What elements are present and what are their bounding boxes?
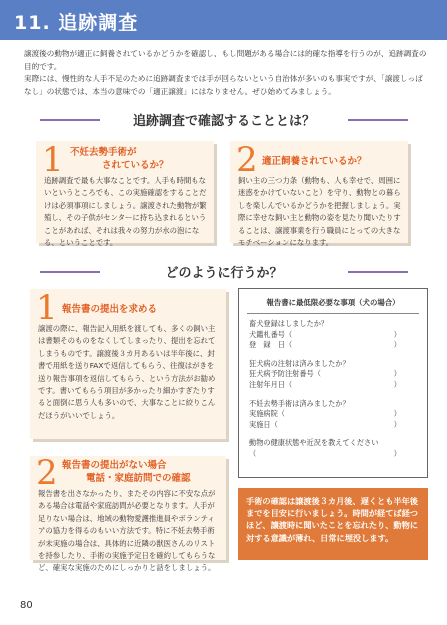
box-title: 適正飼養されているか？ — [262, 156, 367, 167]
field-label: 犬鑑札番号（ — [249, 329, 293, 339]
field-label: （ — [249, 448, 257, 458]
intro-paragraph-2: 実際には、慢性的な人手不足のために追跡調査までは手が回らないという自治体が多いのも事実ですが、「譲渡しっぱなし」の状態では、本当の意味での「適正譲渡」にはなりません。ぜひ始めてみましょう。 — [24, 74, 423, 96]
box-title: 報告書の提出がない場合 — [62, 460, 167, 471]
page-number: 80 — [20, 600, 33, 611]
check-box-spay-neuter — [36, 140, 214, 248]
field-close: ） — [393, 448, 401, 458]
intro-text — [24, 48, 428, 98]
checklist-field — [249, 330, 421, 341]
note-text: 手術の確認は譲渡後３カ月後、遅くとも半年後までを目安に行いましょう。時間が経てば経つほど、譲渡時に聞いたことを忘れたり、動物に対する意識が薄れ、日常に埋没します。 — [246, 496, 418, 543]
box-text: 報告書を出さなかったり、またその内容に不安な点がある場合は電話や家庭訪問が必要となります。人手が足りない場合は、地域の動物愛護推進員やボランティアの協力を得るのもいい方法です。特に不妊去勢手術が未実施の場合は、具体的に近隣の獣医さんのリストを持参したり、手術の実施予定日を確約してもらうなど、確実な実施のためにしっかりと話をしましょう。 — [38, 489, 216, 573]
field-label: 実施病院（ — [249, 409, 285, 419]
checklist-divider — [247, 313, 419, 314]
check-box-proper-care — [230, 140, 408, 248]
box-text: 譲渡の際に、報告記入用紙を渡しても、多くの飼い主は書類そのものをなくしてしまったり、提出を忘れてしまうものです。譲渡後３カ月あるいは半年後に、封書で用紙を送りFAXで返信してもらう、往復はがきを送り報告事項を返信してもらう、という方法がお勧めです。書いてもらう項目が多かったり細かすぎたりすると面倒に思う人も多いので、大事なことに絞りこんだほうがいいでしょう。 — [38, 324, 216, 420]
box-title-line2: されているか？ — [102, 160, 169, 171]
field-label: 注射年月日（ — [249, 379, 293, 389]
chapter-header — [0, 0, 447, 40]
report-checklist — [238, 288, 428, 478]
intro-paragraph-1: 譲渡後の動物が適正に飼養されているかどうかを確認し、もし問題がある場合には的確な指導を行うのが、追跡調査の目的です。 — [24, 49, 427, 71]
section-heading-text: どのように行うか？ — [165, 266, 283, 281]
section-heading-how — [40, 262, 408, 280]
box-title-line2: 電話・家庭訪問での確認 — [86, 473, 191, 484]
heading-rule-right — [348, 119, 408, 121]
box-number: 2 — [36, 453, 58, 493]
heading-rule-left — [40, 119, 100, 121]
timing-note — [238, 488, 428, 560]
section-heading-what — [40, 110, 408, 128]
method-box-phone-visit — [30, 453, 226, 573]
heading-rule-right — [348, 271, 408, 273]
checklist-question: 畜犬登録はしましたか？ — [249, 319, 329, 328]
checklist-field — [249, 409, 421, 420]
chapter-title: 11. 追跡調査 — [14, 12, 139, 34]
box-title: 報告書の提出を求める — [62, 304, 158, 315]
field-close: ） — [393, 329, 401, 339]
field-label: 登 録 日（ — [249, 340, 293, 350]
box-number: 1 — [42, 140, 64, 180]
method-box-report — [30, 289, 226, 439]
heading-rule-left — [40, 271, 100, 273]
checklist-items — [249, 319, 421, 460]
box-text: 飼い主の三つ力条（動物も、人も幸せで、周囲に迷惑をかけていないこと）を守り、動物との暮らしを楽しんでいるかどうかを把握しましょう。実際に幸せな飼い主と動物の姿を見たり聞いたりすることは、譲渡事業を行う職員にとっての大きなモチベーションになります。 — [238, 176, 401, 248]
field-label: 狂犬病予防注射番号（ — [249, 369, 321, 379]
field-close: ） — [393, 340, 401, 350]
box-number: 1 — [36, 288, 58, 328]
checklist-field — [249, 369, 421, 380]
checklist-field — [249, 340, 421, 351]
checklist-question: 不妊去勢手術は済みましたか？ — [249, 398, 350, 408]
field-close: ） — [393, 369, 401, 379]
box-number: 2 — [236, 140, 258, 180]
checklist-title: 報告書に最低限必要な事項（犬の場合） — [266, 298, 400, 307]
field-close: ） — [393, 409, 401, 419]
checklist-field — [249, 449, 421, 460]
checklist-question: 狂犬病の注射は済みましたか？ — [249, 358, 350, 368]
checklist-question: 動物の健康状態や近況を教えてください — [249, 438, 379, 448]
box-text: 追跡調査で最も大事なことです。人手も時間もないというところでも、この実施確認をすることだけは必須事項にしましょう。譲渡された動物が繁殖し、その子供がセンターに持ち込まれるということがあれば、それは我々の努力が水の泡になる、ということです。 — [44, 176, 207, 248]
field-label: 実施日（ — [249, 419, 278, 429]
field-close: ） — [393, 419, 401, 429]
field-close: ） — [393, 379, 401, 389]
checklist-field — [249, 420, 421, 431]
section-heading-text: 追跡調査で確認することとは？ — [132, 114, 315, 129]
checklist-field — [249, 380, 421, 391]
box-title: 不妊去勢手術が — [70, 147, 137, 158]
